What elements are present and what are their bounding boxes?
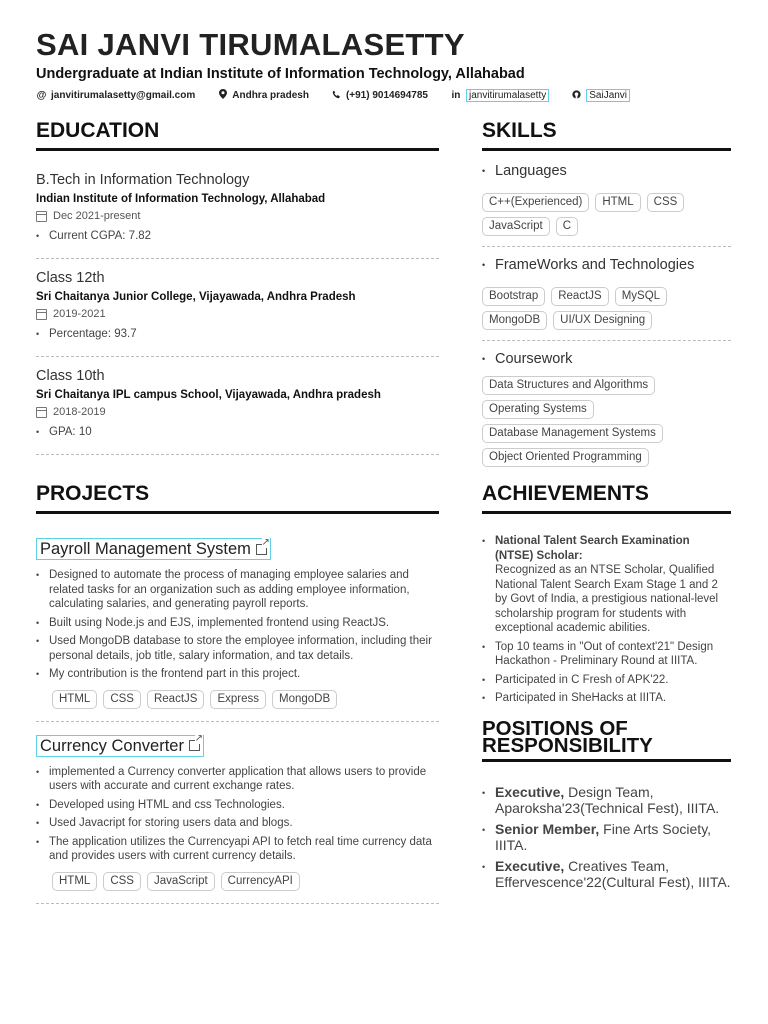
bullet-icon: • <box>482 641 486 652</box>
detail-text: GPA: 10 <box>49 426 92 438</box>
achievement-text: Participated in C Fresh of APK'22. <box>495 673 669 686</box>
education-detail <box>36 229 439 244</box>
skill-tag: Bootstrap <box>482 287 545 306</box>
achievement-text <box>495 534 731 636</box>
detail-text: Percentage: 93.7 <box>49 328 137 340</box>
education-detail <box>36 327 439 342</box>
position-text <box>495 821 731 854</box>
list-item <box>36 568 439 612</box>
date-row <box>36 307 439 321</box>
project-item <box>36 735 439 891</box>
skill-group-title <box>482 256 731 274</box>
bullet-icon: • <box>36 231 40 241</box>
positions-title-line2: RESPONSIBILITY <box>482 733 653 757</box>
headline: Undergraduate at Indian Institute of Information Technology, Allahabad <box>36 66 525 82</box>
email-text: janvitirumalasetty@gmail.com <box>51 90 196 101</box>
degree: Class 12th <box>36 270 105 286</box>
skill-tag: Database Management Systems <box>482 424 663 443</box>
bullet-icon: • <box>482 693 486 703</box>
tech-tags <box>52 690 439 709</box>
bullet-icon: • <box>482 861 486 872</box>
bullet-icon: • <box>36 570 40 580</box>
positions-section <box>482 716 731 891</box>
skill-tag: UI/UX Designing <box>553 311 652 330</box>
section-rule <box>482 511 731 514</box>
github-icon <box>571 90 582 102</box>
education-detail <box>36 425 439 440</box>
bullet-text: Developed using HTML and css Technologies. <box>49 798 285 811</box>
education-item <box>36 259 439 342</box>
list-item <box>36 798 439 813</box>
contact-github[interactable] <box>571 89 630 102</box>
bullet-text: My contribution is the frontend part in this project. <box>49 668 301 680</box>
divider <box>36 903 439 904</box>
degree: B.Tech in Information Technology <box>36 172 250 188</box>
github-link[interactable]: SaiJanvi <box>586 89 630 102</box>
right-column <box>482 118 731 895</box>
achievement-text: Participated in SheHacks at IIITA. <box>495 692 667 704</box>
list-item <box>482 784 731 817</box>
bullet-icon: • <box>482 260 486 270</box>
location-text: Andhra pradesh <box>232 90 309 101</box>
divider <box>482 340 731 341</box>
calendar-icon <box>36 407 47 418</box>
institution: Indian Institute of Information Technology, Allahabad <box>36 193 326 205</box>
bullet-icon: • <box>36 836 40 847</box>
tech-tag: CurrencyAPI <box>221 872 300 891</box>
list-item <box>36 634 439 663</box>
position-text <box>495 858 731 891</box>
project-link[interactable] <box>36 735 204 757</box>
tech-tag: HTML <box>52 690 97 709</box>
bullet-icon: • <box>482 674 486 685</box>
date: 2019-2021 <box>53 308 106 320</box>
external-link-icon <box>256 544 267 555</box>
position-text <box>495 784 731 817</box>
project-item <box>36 538 439 709</box>
positions-title-line1: POSITIONS OF <box>482 716 628 740</box>
list-item <box>482 691 731 706</box>
bullet-icon: • <box>36 427 40 437</box>
education-section <box>36 118 439 455</box>
divider <box>482 246 731 247</box>
position-detail: Creatives Team, Effervescence'22(Cultural Fest), IIITA. <box>495 857 731 890</box>
bullet-icon: • <box>36 669 40 679</box>
divider <box>36 454 439 455</box>
contact-email[interactable] <box>36 89 195 102</box>
bullet-icon: • <box>36 636 40 646</box>
skill-tag: JavaScript <box>482 217 550 236</box>
institution: Sri Chaitanya IPL campus School, Vijayawada, Andhra pradesh <box>36 389 381 401</box>
list-item <box>36 765 439 794</box>
bullet-text: The application utilizes the Currencyapi API to fetch real time currency data and provides users with current currency details. <box>49 835 432 862</box>
position-detail: Design Team, Aparoksha'23(Technical Fest), IIITA. <box>495 783 720 816</box>
skill-group <box>482 162 731 236</box>
tech-tag: Express <box>210 690 266 709</box>
skill-tag: HTML <box>595 193 640 212</box>
bullet-text: Used Javacript for storing users data and blogs. <box>49 817 293 829</box>
education-item <box>36 151 439 244</box>
date: 2018-2019 <box>53 406 106 418</box>
skill-tags <box>482 193 731 236</box>
tech-tag: CSS <box>103 872 141 891</box>
skills-title: SKILLS <box>482 119 557 142</box>
date-row <box>36 209 439 223</box>
bullet-text: Built using Node.js and EJS, implemented frontend using ReactJS. <box>49 616 390 629</box>
skill-group <box>482 350 731 467</box>
position-role: Senior Member, <box>495 820 600 837</box>
skill-tag: C++(Experienced) <box>482 193 589 212</box>
achievements-section <box>482 481 731 706</box>
linkedin-icon: in <box>451 90 461 101</box>
contact-bar <box>36 89 652 102</box>
skill-tag: MySQL <box>615 287 667 306</box>
achievement-detail: Recognized as an NTSE Scholar, Qualified National Talent Search Exam Stage 1 and 2 by Govt of India, a prestigious national-level scholarship program for students with exceptional academic abilities. <box>495 564 719 634</box>
project-bullets <box>36 765 439 864</box>
bullet-text: Used MongoDB database to store the employee information, including their personal details, job title, salary information, and tax details. <box>49 635 432 662</box>
left-column <box>36 118 439 904</box>
list-item <box>482 640 731 669</box>
list-item <box>482 673 731 688</box>
skill-group-title <box>482 162 731 180</box>
date: Dec 2021-present <box>53 210 141 222</box>
tech-tag: JavaScript <box>147 872 215 891</box>
contact-linkedin[interactable] <box>450 89 549 102</box>
positions-list <box>482 784 731 891</box>
bullet-text: Designed to automate the process of managing employee salaries and related tasks for an organization such as adding employee information, calculating salaries, and generating payroll reports. <box>49 569 410 610</box>
divider <box>36 721 439 722</box>
section-rule <box>482 148 731 151</box>
tech-tag: CSS <box>103 690 141 709</box>
skill-tags <box>482 287 731 330</box>
list-item <box>36 616 439 631</box>
list-item <box>482 858 731 891</box>
bullet-icon: • <box>482 536 486 546</box>
bullet-icon: • <box>36 766 40 777</box>
position-detail: Fine Arts Society, IIITA. <box>495 820 712 853</box>
list-item <box>36 835 439 864</box>
bullet-icon: • <box>482 354 486 364</box>
external-link-icon <box>189 740 200 751</box>
projects-section <box>36 481 439 904</box>
skill-group-name: Coursework <box>495 351 573 367</box>
skill-tag: Data Structures and Algorithms <box>482 376 655 395</box>
list-item <box>482 821 731 854</box>
tech-tag: HTML <box>52 872 97 891</box>
skill-tag: Object Oriented Programming <box>482 448 649 467</box>
phone-icon <box>331 90 342 102</box>
skills-section <box>482 118 731 467</box>
tech-tag: ReactJS <box>147 690 204 709</box>
position-role: Executive, <box>495 783 565 800</box>
skill-tag: Operating Systems <box>482 400 594 419</box>
skill-tags <box>482 376 731 467</box>
achievements-title: ACHIEVEMENTS <box>482 482 649 505</box>
bullet-icon: • <box>482 824 486 835</box>
tech-tag: MongoDB <box>272 690 337 709</box>
education-item <box>36 357 439 440</box>
list-item <box>482 534 731 636</box>
position-role: Executive, <box>495 857 565 874</box>
skill-tag: MongoDB <box>482 311 547 330</box>
section-rule <box>482 759 731 762</box>
map-pin-icon <box>217 89 228 102</box>
list-item <box>36 667 439 682</box>
project-bullets <box>36 568 439 682</box>
project-name: Currency Converter <box>40 736 184 755</box>
candidate-name: SAI JANVI TIRUMALASETTY <box>36 27 465 62</box>
achievement-text: Top 10 teams in "Out of context'21" Design Hackathon - Preliminary Round at IIITA. <box>495 640 714 667</box>
projects-title: PROJECTS <box>36 482 150 505</box>
bullet-icon: • <box>482 166 486 176</box>
contact-phone[interactable] <box>331 89 428 102</box>
detail-text: Current CGPA: 7.82 <box>49 230 152 242</box>
skill-group <box>482 256 731 330</box>
education-title: EDUCATION <box>36 119 160 142</box>
project-link[interactable] <box>36 538 271 560</box>
achievements-list <box>482 534 731 706</box>
skill-tag: ReactJS <box>551 287 608 306</box>
bullet-icon: • <box>36 818 40 828</box>
institution: Sri Chaitanya Junior College, Vijayawada, Andhra Pradesh <box>36 291 356 303</box>
contact-location <box>217 89 309 102</box>
bullet-icon: • <box>36 799 40 810</box>
skill-group-name: Languages <box>495 163 567 179</box>
skill-tag: CSS <box>647 193 685 212</box>
section-rule <box>36 511 439 514</box>
linkedin-link[interactable]: janvitirumalasetty <box>466 89 549 102</box>
project-name: Payroll Management System <box>40 540 251 558</box>
skill-tag: C <box>556 217 578 236</box>
skill-group-name: FrameWorks and Technologies <box>495 257 695 273</box>
date-row <box>36 405 439 419</box>
bullet-icon: • <box>482 787 486 798</box>
bullet-icon: • <box>36 617 40 628</box>
bullet-text: implemented a Currency converter application that allows users to provide users with accurate and current exchange rates. <box>49 765 427 792</box>
bullet-icon: • <box>36 329 40 339</box>
at-icon: @ <box>36 90 47 101</box>
positions-title <box>482 716 731 757</box>
calendar-icon <box>36 211 47 222</box>
skill-group-title <box>482 350 731 368</box>
phone-text: (+91) 9014694785 <box>345 90 428 101</box>
tech-tags <box>52 872 439 891</box>
achievement-title: National Talent Search Examination (NTSE) Scholar: <box>495 535 690 562</box>
degree: Class 10th <box>36 368 105 384</box>
calendar-icon <box>36 309 47 320</box>
list-item <box>36 816 439 831</box>
